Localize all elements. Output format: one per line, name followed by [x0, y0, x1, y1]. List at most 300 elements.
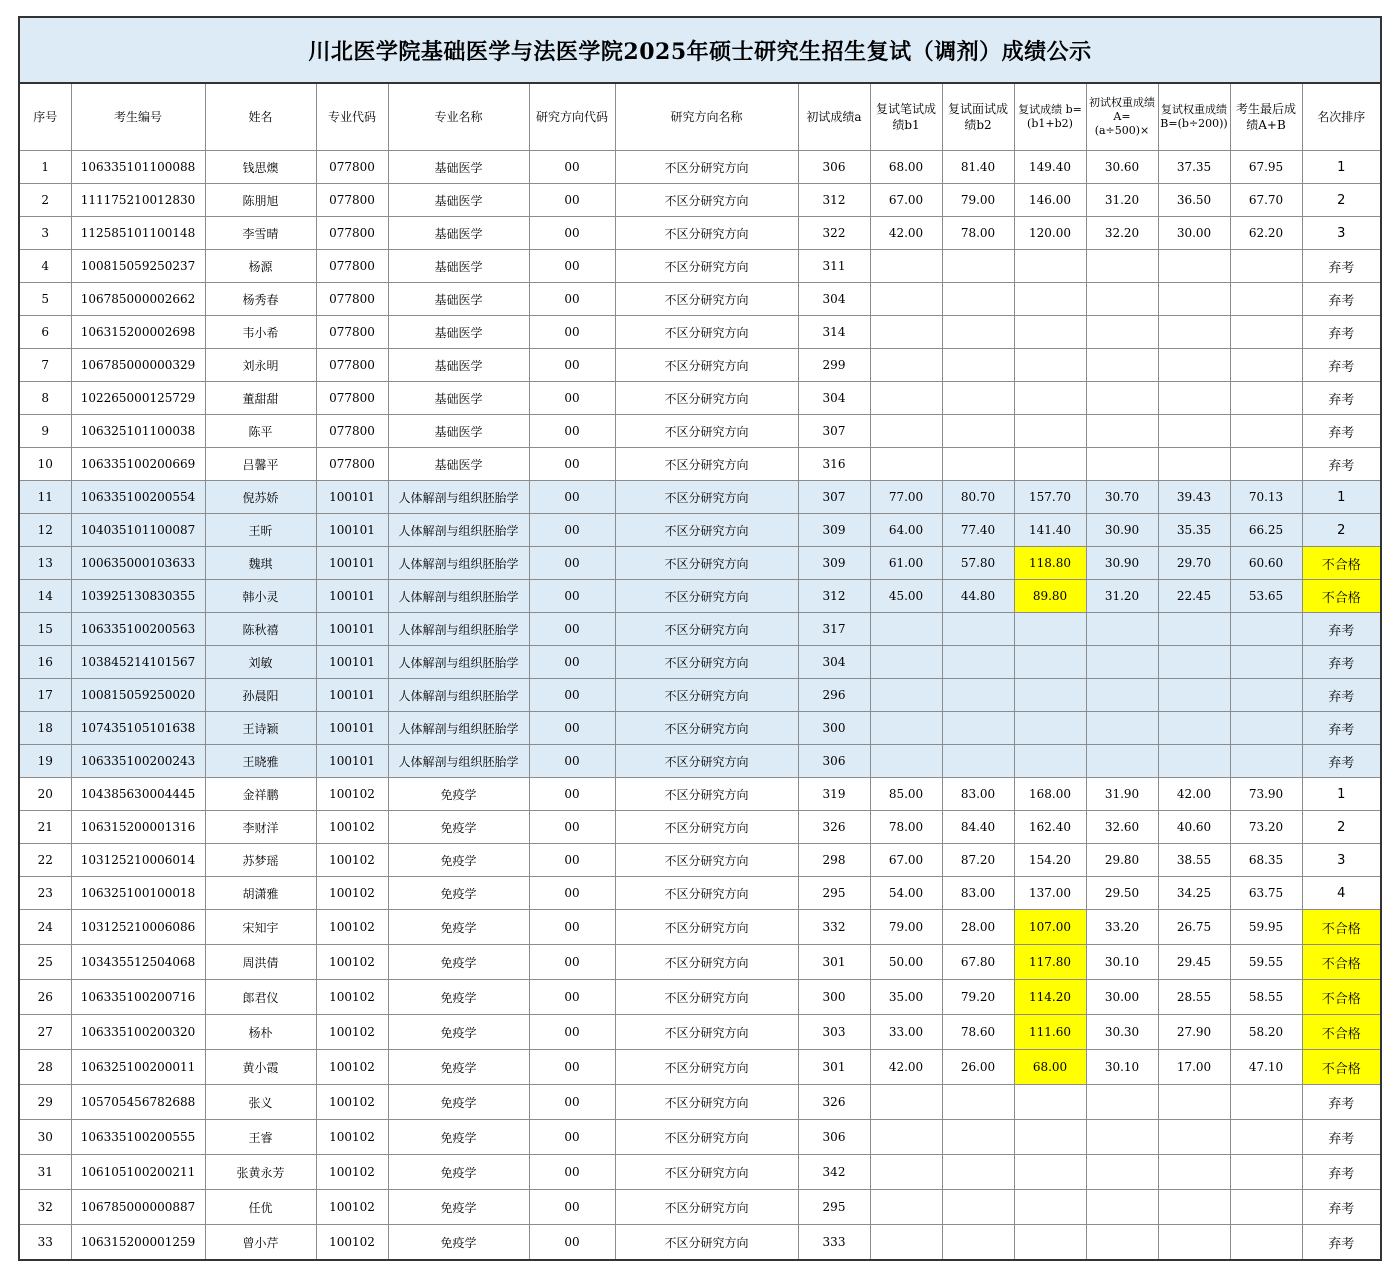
cell-no: 6 [19, 316, 71, 349]
cell-direction-name: 不区分研究方向 [615, 1155, 798, 1190]
cell-candidate-id: 106335100200320 [71, 1015, 205, 1050]
cell-final-score [1230, 679, 1302, 712]
cell-written-score [870, 679, 942, 712]
cell-retest-weighted: 22.45 [1158, 580, 1230, 613]
cell-candidate-id: 106335100200554 [71, 481, 205, 514]
cell-major-name: 基础医学 [388, 382, 529, 415]
table-row [19, 1225, 1381, 1261]
cell-final-score [1230, 712, 1302, 745]
cell-rank: 弃考 [1302, 283, 1381, 316]
cell-rank: 弃考 [1302, 448, 1381, 481]
cell-retest-score [1014, 745, 1086, 778]
cell-retest-weighted [1158, 646, 1230, 679]
cell-candidate-id: 106325101100038 [71, 415, 205, 448]
cell-major-code: 100102 [316, 811, 388, 844]
cell-prelim-weighted: 32.20 [1086, 217, 1158, 250]
cell-written-score: 77.00 [870, 481, 942, 514]
cell-rank: 不合格 [1302, 580, 1381, 613]
cell-name: 周洪倩 [205, 945, 316, 980]
cell-name: 任优 [205, 1190, 316, 1225]
cell-retest-weighted [1158, 1085, 1230, 1120]
cell-no: 17 [19, 679, 71, 712]
cell-interview-score: 84.40 [942, 811, 1014, 844]
cell-direction-name: 不区分研究方向 [615, 712, 798, 745]
cell-rank: 不合格 [1302, 945, 1381, 980]
table-row [19, 382, 1381, 415]
cell-final-score [1230, 349, 1302, 382]
cell-retest-score [1014, 283, 1086, 316]
cell-candidate-id: 106785000000329 [71, 349, 205, 382]
cell-rank: 弃考 [1302, 382, 1381, 415]
cell-interview-score: 78.00 [942, 217, 1014, 250]
cell-major-code: 100102 [316, 1050, 388, 1085]
cell-direction-name: 不区分研究方向 [615, 811, 798, 844]
cell-direction-name: 不区分研究方向 [615, 778, 798, 811]
cell-written-score: 42.00 [870, 1050, 942, 1085]
cell-rank: 弃考 [1302, 1155, 1381, 1190]
table-row [19, 844, 1381, 877]
cell-direction-code: 00 [529, 382, 615, 415]
cell-no: 2 [19, 184, 71, 217]
cell-name: 李财洋 [205, 811, 316, 844]
cell-name: 王昕 [205, 514, 316, 547]
cell-retest-weighted: 39.43 [1158, 481, 1230, 514]
cell-retest-weighted [1158, 349, 1230, 382]
cell-no: 27 [19, 1015, 71, 1050]
cell-retest-weighted [1158, 316, 1230, 349]
cell-retest-score [1014, 646, 1086, 679]
cell-prelim-score: 307 [798, 415, 870, 448]
cell-no: 18 [19, 712, 71, 745]
cell-name: 陈朋旭 [205, 184, 316, 217]
cell-retest-weighted [1158, 1225, 1230, 1261]
cell-name: 韦小希 [205, 316, 316, 349]
col-header-interview-score: 复试面试成绩b2 [942, 83, 1014, 151]
cell-direction-code: 00 [529, 910, 615, 945]
cell-written-score: 61.00 [870, 547, 942, 580]
cell-rank: 弃考 [1302, 349, 1381, 382]
cell-direction-code: 00 [529, 415, 615, 448]
cell-prelim-weighted [1086, 1225, 1158, 1261]
table-row [19, 415, 1381, 448]
cell-final-score: 58.55 [1230, 980, 1302, 1015]
cell-retest-weighted: 26.75 [1158, 910, 1230, 945]
cell-major-code: 077800 [316, 382, 388, 415]
cell-retest-score: 89.80 [1014, 580, 1086, 613]
cell-rank: 弃考 [1302, 1085, 1381, 1120]
cell-interview-score [942, 745, 1014, 778]
cell-prelim-weighted: 30.10 [1086, 1050, 1158, 1085]
col-header-direction-code: 研究方向代码 [529, 83, 615, 151]
cell-retest-score: 107.00 [1014, 910, 1086, 945]
cell-retest-weighted: 29.45 [1158, 945, 1230, 980]
cell-no: 4 [19, 250, 71, 283]
cell-candidate-id: 103845214101567 [71, 646, 205, 679]
cell-direction-name: 不区分研究方向 [615, 1050, 798, 1085]
cell-prelim-score: 295 [798, 877, 870, 910]
cell-interview-score: 79.20 [942, 980, 1014, 1015]
cell-final-score [1230, 1225, 1302, 1261]
table-row [19, 217, 1381, 250]
cell-retest-score [1014, 1225, 1086, 1261]
table-row [19, 514, 1381, 547]
cell-major-name: 人体解剖与组织胚胎学 [388, 646, 529, 679]
cell-direction-name: 不区分研究方向 [615, 547, 798, 580]
cell-candidate-id: 105705456782688 [71, 1085, 205, 1120]
cell-retest-weighted [1158, 1155, 1230, 1190]
cell-rank: 2 [1302, 811, 1381, 844]
cell-prelim-weighted [1086, 745, 1158, 778]
cell-prelim-weighted: 30.30 [1086, 1015, 1158, 1050]
cell-direction-name: 不区分研究方向 [615, 1225, 798, 1261]
cell-major-name: 免疫学 [388, 980, 529, 1015]
cell-written-score: 45.00 [870, 580, 942, 613]
cell-written-score: 67.00 [870, 184, 942, 217]
cell-rank: 1 [1302, 778, 1381, 811]
cell-final-score [1230, 316, 1302, 349]
cell-direction-code: 00 [529, 1085, 615, 1120]
cell-no: 21 [19, 811, 71, 844]
cell-no: 26 [19, 980, 71, 1015]
cell-major-name: 人体解剖与组织胚胎学 [388, 745, 529, 778]
cell-written-score: 64.00 [870, 514, 942, 547]
cell-retest-weighted [1158, 448, 1230, 481]
table-row [19, 1015, 1381, 1050]
cell-interview-score: 87.20 [942, 844, 1014, 877]
cell-major-code: 100102 [316, 910, 388, 945]
cell-interview-score [942, 679, 1014, 712]
cell-prelim-weighted: 30.00 [1086, 980, 1158, 1015]
cell-rank: 弃考 [1302, 745, 1381, 778]
cell-major-name: 免疫学 [388, 1015, 529, 1050]
cell-final-score: 47.10 [1230, 1050, 1302, 1085]
cell-rank: 3 [1302, 217, 1381, 250]
cell-direction-code: 00 [529, 1155, 615, 1190]
cell-candidate-id: 103435512504068 [71, 945, 205, 980]
cell-final-score: 67.70 [1230, 184, 1302, 217]
cell-direction-code: 00 [529, 811, 615, 844]
cell-retest-weighted: 37.35 [1158, 151, 1230, 184]
cell-major-name: 人体解剖与组织胚胎学 [388, 547, 529, 580]
cell-name: 王睿 [205, 1120, 316, 1155]
cell-major-code: 077800 [316, 316, 388, 349]
cell-name: 王诗颖 [205, 712, 316, 745]
cell-candidate-id: 102265000125729 [71, 382, 205, 415]
cell-prelim-score: 312 [798, 184, 870, 217]
cell-direction-name: 不区分研究方向 [615, 316, 798, 349]
cell-interview-score: 78.60 [942, 1015, 1014, 1050]
cell-major-name: 免疫学 [388, 910, 529, 945]
cell-written-score [870, 745, 942, 778]
cell-no: 3 [19, 217, 71, 250]
cell-retest-score: 137.00 [1014, 877, 1086, 910]
cell-written-score: 42.00 [870, 217, 942, 250]
cell-written-score [870, 316, 942, 349]
cell-direction-code: 00 [529, 1015, 615, 1050]
cell-rank: 不合格 [1302, 910, 1381, 945]
cell-final-score: 59.95 [1230, 910, 1302, 945]
cell-direction-name: 不区分研究方向 [615, 1015, 798, 1050]
cell-interview-score: 80.70 [942, 481, 1014, 514]
cell-candidate-id: 106785000000887 [71, 1190, 205, 1225]
cell-rank: 1 [1302, 481, 1381, 514]
table-row [19, 613, 1381, 646]
cell-direction-name: 不区分研究方向 [615, 980, 798, 1015]
cell-direction-code: 00 [529, 1225, 615, 1261]
cell-written-score [870, 283, 942, 316]
cell-written-score: 68.00 [870, 151, 942, 184]
cell-prelim-weighted: 29.50 [1086, 877, 1158, 910]
cell-candidate-id: 106335100200243 [71, 745, 205, 778]
cell-retest-score: 146.00 [1014, 184, 1086, 217]
cell-retest-score: 118.80 [1014, 547, 1086, 580]
cell-major-name: 基础医学 [388, 283, 529, 316]
cell-rank: 2 [1302, 184, 1381, 217]
cell-prelim-score: 314 [798, 316, 870, 349]
cell-candidate-id: 106335100200555 [71, 1120, 205, 1155]
header-row [19, 83, 1381, 151]
cell-direction-name: 不区分研究方向 [615, 481, 798, 514]
cell-direction-name: 不区分研究方向 [615, 184, 798, 217]
cell-rank: 弃考 [1302, 1225, 1381, 1261]
cell-prelim-score: 301 [798, 945, 870, 980]
table-row [19, 250, 1381, 283]
cell-no: 31 [19, 1155, 71, 1190]
cell-no: 10 [19, 448, 71, 481]
cell-major-code: 100102 [316, 844, 388, 877]
cell-candidate-id: 106315200001259 [71, 1225, 205, 1261]
cell-major-code: 100101 [316, 745, 388, 778]
cell-interview-score [942, 646, 1014, 679]
cell-candidate-id: 106325100100018 [71, 877, 205, 910]
cell-direction-code: 00 [529, 1120, 615, 1155]
cell-prelim-score: 332 [798, 910, 870, 945]
cell-name: 杨朴 [205, 1015, 316, 1050]
table-row [19, 283, 1381, 316]
cell-candidate-id: 106785000002662 [71, 283, 205, 316]
table-row [19, 910, 1381, 945]
cell-major-code: 100101 [316, 646, 388, 679]
cell-major-code: 100101 [316, 547, 388, 580]
cell-written-score: 33.00 [870, 1015, 942, 1050]
cell-major-code: 100102 [316, 1225, 388, 1261]
cell-written-score: 35.00 [870, 980, 942, 1015]
cell-direction-code: 00 [529, 877, 615, 910]
cell-candidate-id: 100815059250237 [71, 250, 205, 283]
cell-rank: 不合格 [1302, 1015, 1381, 1050]
cell-prelim-score: 312 [798, 580, 870, 613]
cell-name: 刘敏 [205, 646, 316, 679]
cell-interview-score [942, 349, 1014, 382]
cell-major-name: 基础医学 [388, 415, 529, 448]
cell-interview-score [942, 1085, 1014, 1120]
table-row [19, 811, 1381, 844]
cell-retest-score [1014, 1155, 1086, 1190]
table-row [19, 980, 1381, 1015]
cell-prelim-score: 326 [798, 811, 870, 844]
cell-prelim-weighted [1086, 679, 1158, 712]
cell-prelim-weighted: 33.20 [1086, 910, 1158, 945]
cell-candidate-id: 106325100200011 [71, 1050, 205, 1085]
results-sheet [18, 16, 1379, 1261]
cell-interview-score [942, 712, 1014, 745]
cell-written-score [870, 1085, 942, 1120]
cell-written-score [870, 415, 942, 448]
cell-final-score [1230, 745, 1302, 778]
cell-retest-score [1014, 382, 1086, 415]
cell-name: 倪苏娇 [205, 481, 316, 514]
cell-final-score: 66.25 [1230, 514, 1302, 547]
cell-candidate-id: 106335101100088 [71, 151, 205, 184]
cell-prelim-score: 309 [798, 514, 870, 547]
cell-prelim-weighted: 31.90 [1086, 778, 1158, 811]
page-title: 川北医学院基础医学与法医学院2025年硕士研究生招生复试（调剂）成绩公示 [19, 17, 1381, 83]
cell-prelim-weighted [1086, 1155, 1158, 1190]
cell-rank: 弃考 [1302, 250, 1381, 283]
cell-retest-score [1014, 448, 1086, 481]
cell-major-name: 基础医学 [388, 151, 529, 184]
cell-final-score: 70.13 [1230, 481, 1302, 514]
cell-major-name: 基础医学 [388, 184, 529, 217]
cell-direction-code: 00 [529, 283, 615, 316]
cell-direction-name: 不区分研究方向 [615, 679, 798, 712]
cell-name: 胡潇雅 [205, 877, 316, 910]
cell-final-score: 73.20 [1230, 811, 1302, 844]
cell-prelim-score: 298 [798, 844, 870, 877]
cell-rank: 1 [1302, 151, 1381, 184]
col-header-final-score: 考生最后成绩A+B [1230, 83, 1302, 151]
cell-retest-score: 157.70 [1014, 481, 1086, 514]
cell-final-score: 53.65 [1230, 580, 1302, 613]
results-table [18, 16, 1382, 1261]
cell-written-score: 54.00 [870, 877, 942, 910]
cell-name: 钱思燠 [205, 151, 316, 184]
cell-major-code: 077800 [316, 217, 388, 250]
cell-prelim-score: 333 [798, 1225, 870, 1261]
cell-interview-score: 83.00 [942, 778, 1014, 811]
cell-candidate-id: 106105100200211 [71, 1155, 205, 1190]
cell-retest-weighted [1158, 415, 1230, 448]
cell-direction-code: 00 [529, 646, 615, 679]
cell-direction-name: 不区分研究方向 [615, 580, 798, 613]
col-header-prelim-weighted: 初试权重成绩 A=(a÷500)× [1086, 83, 1158, 151]
cell-prelim-score: 295 [798, 1190, 870, 1225]
cell-direction-code: 00 [529, 712, 615, 745]
cell-prelim-score: 304 [798, 646, 870, 679]
cell-direction-code: 00 [529, 250, 615, 283]
cell-direction-code: 00 [529, 481, 615, 514]
cell-prelim-weighted: 30.90 [1086, 547, 1158, 580]
cell-major-code: 100101 [316, 580, 388, 613]
cell-retest-score [1014, 415, 1086, 448]
cell-no: 5 [19, 283, 71, 316]
col-header-prelim-score: 初试成绩a [798, 83, 870, 151]
cell-retest-weighted [1158, 613, 1230, 646]
cell-prelim-weighted [1086, 382, 1158, 415]
cell-retest-weighted [1158, 745, 1230, 778]
cell-retest-score: 120.00 [1014, 217, 1086, 250]
cell-name: 张义 [205, 1085, 316, 1120]
cell-major-code: 077800 [316, 250, 388, 283]
cell-no: 28 [19, 1050, 71, 1085]
cell-direction-code: 00 [529, 945, 615, 980]
cell-major-name: 人体解剖与组织胚胎学 [388, 679, 529, 712]
cell-final-score [1230, 1085, 1302, 1120]
cell-final-score: 73.90 [1230, 778, 1302, 811]
cell-direction-code: 00 [529, 1050, 615, 1085]
col-header-direction-name: 研究方向名称 [615, 83, 798, 151]
col-header-rank: 名次排序 [1302, 83, 1381, 151]
cell-major-name: 免疫学 [388, 1190, 529, 1225]
cell-retest-score: 141.40 [1014, 514, 1086, 547]
cell-major-name: 免疫学 [388, 1120, 529, 1155]
cell-retest-score: 111.60 [1014, 1015, 1086, 1050]
cell-retest-weighted: 40.60 [1158, 811, 1230, 844]
cell-interview-score [942, 382, 1014, 415]
cell-major-name: 免疫学 [388, 945, 529, 980]
cell-retest-score: 162.40 [1014, 811, 1086, 844]
col-header-major-code: 专业代码 [316, 83, 388, 151]
cell-written-score [870, 349, 942, 382]
cell-major-name: 免疫学 [388, 1085, 529, 1120]
cell-retest-score [1014, 349, 1086, 382]
cell-interview-score [942, 1225, 1014, 1261]
table-row [19, 316, 1381, 349]
cell-rank: 不合格 [1302, 1050, 1381, 1085]
cell-direction-name: 不区分研究方向 [615, 613, 798, 646]
cell-direction-name: 不区分研究方向 [615, 745, 798, 778]
cell-rank: 不合格 [1302, 547, 1381, 580]
cell-final-score [1230, 415, 1302, 448]
cell-rank: 弃考 [1302, 712, 1381, 745]
cell-retest-weighted: 35.35 [1158, 514, 1230, 547]
cell-interview-score: 28.00 [942, 910, 1014, 945]
cell-no: 11 [19, 481, 71, 514]
cell-prelim-score: 307 [798, 481, 870, 514]
cell-prelim-score: 342 [798, 1155, 870, 1190]
cell-retest-weighted: 29.70 [1158, 547, 1230, 580]
cell-name: 陈平 [205, 415, 316, 448]
cell-prelim-score: 306 [798, 745, 870, 778]
cell-prelim-score: 306 [798, 1120, 870, 1155]
cell-prelim-score: 311 [798, 250, 870, 283]
cell-major-code: 100102 [316, 778, 388, 811]
cell-retest-score: 117.80 [1014, 945, 1086, 980]
cell-retest-weighted [1158, 250, 1230, 283]
cell-major-name: 基础医学 [388, 316, 529, 349]
cell-final-score [1230, 382, 1302, 415]
table-row [19, 778, 1381, 811]
cell-retest-score: 149.40 [1014, 151, 1086, 184]
cell-direction-name: 不区分研究方向 [615, 283, 798, 316]
cell-major-code: 077800 [316, 184, 388, 217]
cell-retest-weighted [1158, 712, 1230, 745]
cell-no: 30 [19, 1120, 71, 1155]
cell-no: 23 [19, 877, 71, 910]
cell-interview-score [942, 448, 1014, 481]
cell-direction-name: 不区分研究方向 [615, 877, 798, 910]
cell-prelim-score: 309 [798, 547, 870, 580]
table-body [19, 151, 1381, 1261]
cell-candidate-id: 103125210006014 [71, 844, 205, 877]
cell-written-score [870, 250, 942, 283]
cell-retest-score: 154.20 [1014, 844, 1086, 877]
cell-interview-score [942, 283, 1014, 316]
cell-major-code: 100102 [316, 980, 388, 1015]
cell-prelim-weighted [1086, 712, 1158, 745]
table-row [19, 1155, 1381, 1190]
cell-prelim-weighted [1086, 646, 1158, 679]
